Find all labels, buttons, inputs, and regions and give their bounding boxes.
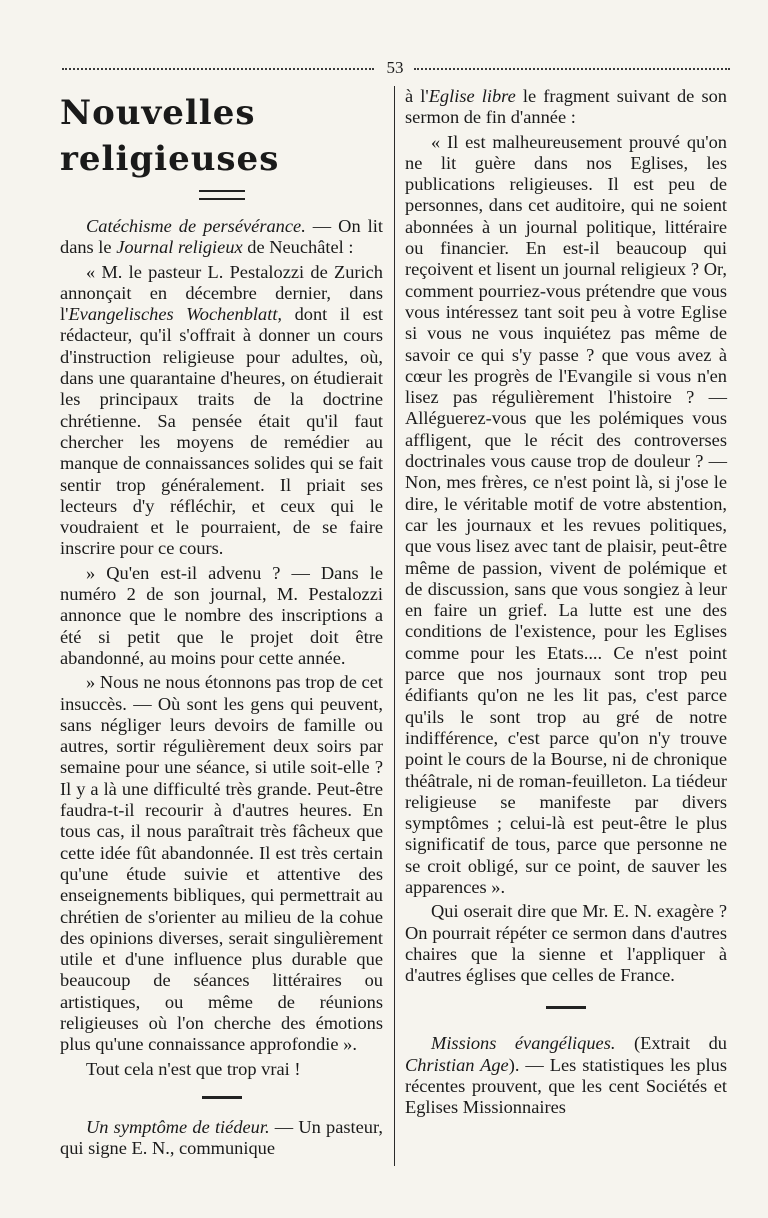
journal-name: Journal religieux [116, 237, 243, 258]
right-column [405, 86, 727, 1119]
journal-name: Evangelisches Wochenblatt, [68, 304, 283, 325]
paragraph: » Nous ne nous étonnons pas trop de cet insuccès. — Où sont les gens qui peuvent, sans négliger leurs devoirs de famille ou autres, sortir régulièrement deux soirs par semaine pour une séance, si utile soit-elle ? Il y a là une difficulté très grande. Peut-être faudra-t-il recourir à d'autres heures. En tous cas, il nous paraîtrait très fâcheux que cette idée fût abandonnée. Il est très certain qu'une étude suivie et attentive des enseignements bibliques, qui permettrait au chrétien de s'orienter au milieu de la cohue des opinions diverses, serait singulièrement utile et d'une influence plus durable que beaucoup de séances littéraires ou artistiques, ou même de réunions religieuses où l'on cherche des émotions plus qu'une connaissance approfondie ». [60, 672, 383, 1055]
article-intro [60, 216, 383, 259]
article-heading: Missions évangéliques. [431, 1033, 616, 1054]
page-header [62, 56, 730, 80]
paragraph-text: — Un pasteur, qui signe E. N., communique [60, 1116, 383, 1159]
intro-text: — On lit dans le [60, 216, 383, 258]
journal-name: Eglise libre [428, 86, 516, 106]
header-rule-left [62, 68, 374, 70]
article-intro [60, 1117, 383, 1160]
article-heading: Catéchisme de persévérance. [86, 216, 306, 236]
sermon-quote: « Il est malheureusement prouvé qu'on ne lit guère dans nos Eglises, les publications religieuses. Il est peu de personnes, dans cet auditoire, qui ne soient abonnées à un journal politique, littéraire ou financier. En est-il beaucoup qui reçoivent et lisent un journal religieux ? Or, comment pourriez-vous prétendre que vous vous intéressez tant soit peu à votre Eglise si vous ne vous inquiétez pas même de savoir ce qui s'y passe ? que vous avez à cœur les progrès de l'Evangile si vous n'en lisez pas régulièrement l'histoire ? — Alléguerez-vous que les polémiques vous affligent, que le récit des controverses doctrinales vous cause trop de douleur ? — Non, mes frères, ce n'est point là, si j'ose le dire, le véritable motif de votre abstention, car les journaux et les revues politiques, que vous lisez avec tant de plaisir, peut-être même de passion, vivent de polémique et de discussion, sans que vous songiez à leur en faire un grief. La lutte est une des conditions de l'existence, pour les Eglises comme pour les Etats.... Ce n'est point parce que nos journaux sont trop peu édifiants qu'on ne les lit pas, c'est parce qu'ils le sont trop au gré de notre indifférence, c'est parce qu'on n'y trouve point le cours de la Bourse, ni de chronique théâtrale, ni de roman-feuilleton. La tiédeur religieuse se manifeste par divers symptômes ; celui-là est peut-être le plus significatif de tous, parce que personne ne se croit obligé, sur ce point, de sauver les apparences ». [405, 131, 727, 897]
paragraph-text: à l' [405, 86, 429, 106]
page-number: 53 [386, 58, 404, 77]
article-heading: Un symptôme de tiédeur. [86, 1116, 270, 1137]
journal-name: Christian Age [405, 1054, 509, 1075]
paragraph-text: le fragment suivant de son sermon de fin d'année : [405, 86, 727, 128]
editor-comment: Qui oserait dire que Mr. E. N. exagère ? On pourrait répéter ce sermon dans d'autres chaires que la sienne et l'appliquer à d'autres églises que celles de France. [405, 901, 727, 986]
paragraph-text: dont il est rédacteur, qu'il s'offrait à donner un cours d'instruction religieuse pour adultes, où, dans une quarantaine d'heures, on étudierait les principaux traits de la doctrine chrétienne. Sa pensée était qu'il faut chercher les moyens de remédier au manque de connaissances solides qui se fait sentir trop généralement. Il priait ses lecteurs d'y réfléchir, et ceux qui le voudraient et le pourraient, de se faire inscrire pour ce cours. [60, 304, 384, 559]
section-separator [546, 1006, 586, 1009]
section-title: Nouvelles religieuses [60, 93, 280, 179]
closing-remark: Tout cela n'est que trop vrai ! [86, 1058, 301, 1079]
continuation-text [405, 86, 727, 129]
section-separator [202, 1096, 242, 1099]
title-double-rule [199, 190, 245, 200]
paragraph-text: ). — Les statistiques les plus récentes prouvent, que les cent Sociétés et Eglises Missionnaires [405, 1054, 727, 1118]
intro-tail: de Neuchâtel : [242, 237, 354, 258]
column-divider [394, 86, 395, 1166]
article-intro [405, 1033, 727, 1118]
paragraph [60, 262, 383, 560]
header-rule-right [414, 68, 730, 70]
left-column [60, 86, 383, 1159]
paragraph-text: « M. le pasteur L. Pestalozzi de Zurich annonçait en décembre dernier, dans l' [60, 261, 383, 325]
paragraph-text: (Extrait du [615, 1033, 727, 1054]
paragraph: » Qu'en est-il advenu ? — Dans le numéro 2 de son journal, M. Pestalozzi annonce que le nombre des inscriptions a été si petit que le projet doit être abandonné, au moins pour cette année. [60, 562, 383, 668]
